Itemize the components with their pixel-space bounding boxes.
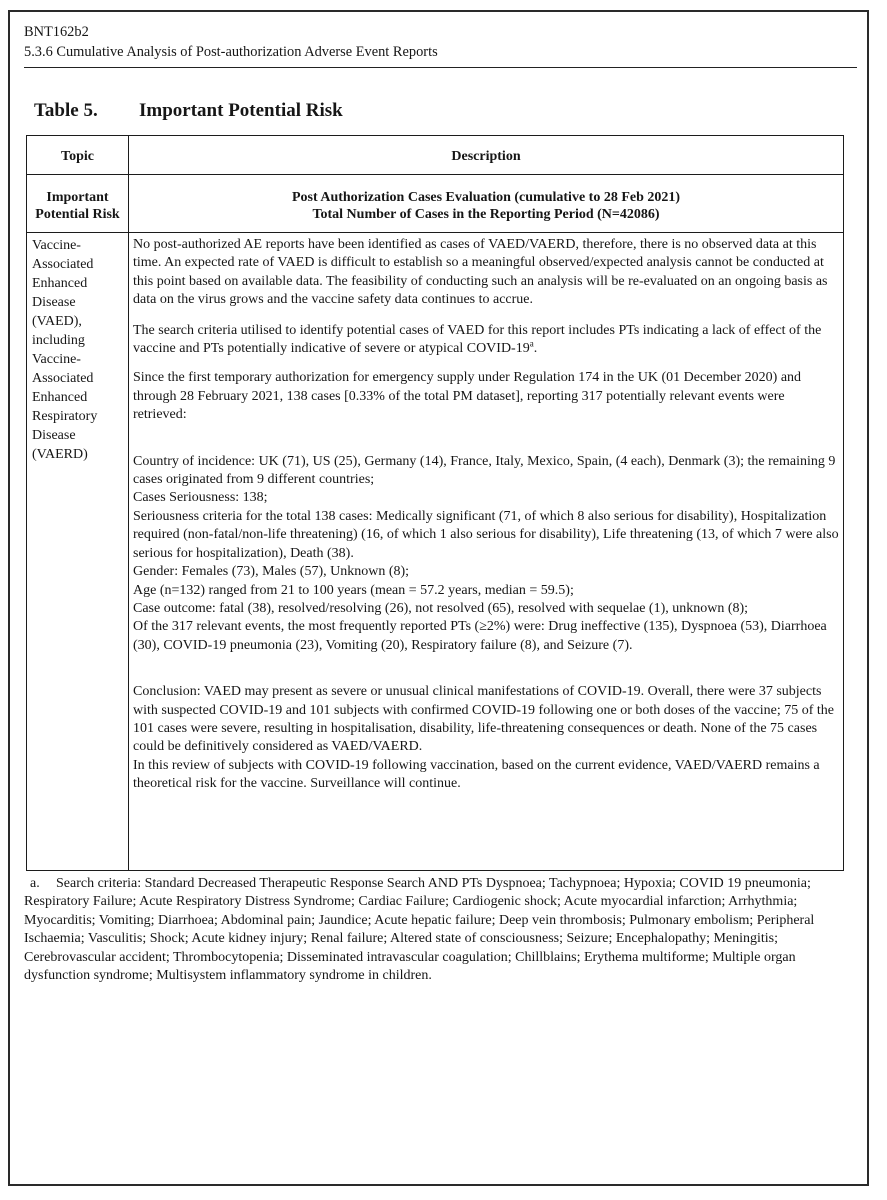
search-criteria-paragraph	[133, 322, 839, 359]
topic-line: including	[32, 333, 85, 348]
topic-line: Disease	[32, 295, 76, 310]
column-divider	[128, 136, 129, 870]
no-data-paragraph: No post-authorized AE reports have been identified as cases of VAED/VAERD, therefore, there is no observed data at this time. An expected rate of VAED is difficult to establish so a meaningful observed/expected analysis cannot be conducted at this point based on available data. The feasibility of conducting such an analysis will be re-evaluated on an ongoing basis as data on the virus grows and the vaccine safety data continues to accrue.	[133, 237, 828, 308]
topic-line: (VAED),	[32, 314, 82, 329]
row-header-important-potential-risk: Important Potential Risk	[35, 190, 120, 222]
retrieval-paragraph: Since the first temporary authorization for emergency supply under Regulation 174 in the UK (01 December 2020) and through 28 February 2021, 138 cases [0.33% of the total PM dataset], reporting 317 potentially relevant events were retrieved:	[133, 370, 802, 423]
footnote	[24, 875, 864, 985]
column-header-topic: Topic	[61, 149, 94, 164]
topic-line: Enhanced	[32, 276, 88, 291]
table-title	[34, 100, 343, 122]
footnote-text: Search criteria: Standard Decreased Therapeutic Response Search AND PTs Dyspnoea; Tachypnoea; Hypoxia; COVID 19 pneumonia; Respiratory Failure; Acute Respiratory Distress Syndrome; Cardiac Failure; Cardiogenic shock; Acute myocardial infarction; Arrhythmia; Myocarditis; Vomiting; Diarrhoea; Abdominal pain; Jaundice; Acute hepatic failure; Deep vein thrombosis; Pulmonary embolism; Peripheral Ischaemia; Vasculitis; Shock; Acute kidney injury; Renal failure; Altered state of consciousness; Seizure; Encephalopathy; Meningitis; Cerebrovascular accident; Thrombocytopenia; Disseminated intravascular coagulation; Chillblains; Erythema multiforme; Multiple organ dysfunction syndrome; Multisystem inflammatory syndrome in children.	[24, 876, 815, 984]
topic-line: (VAERD)	[32, 447, 88, 462]
topic-cell	[32, 236, 126, 464]
column-header-description: Description	[451, 149, 521, 164]
topic-line: Associated	[32, 371, 94, 386]
table-number: Table 5.	[34, 100, 98, 121]
footnote-label: a.	[30, 876, 40, 891]
footnote-ref: a	[529, 338, 534, 349]
search-criteria-end: .	[533, 341, 538, 357]
country-of-incidence: Country of incidence: UK (71), US (25), Germany (14), France, Italy, Mexico, Spain, (4 each), Denmark (3); the remaining 9 cases originated from 9 different countries;	[133, 453, 836, 488]
evaluation-total-cases: Total Number of Cases in the Reporting Period (N=42086)	[312, 207, 660, 222]
topic-line: Associated	[32, 257, 94, 272]
topic-line: Enhanced	[32, 390, 88, 405]
review-paragraph: In this review of subjects with COVID-19 following vaccination, based on the current evidence, VAED/VAERD remains a theoretical risk for the vaccine. Surveillance will continue.	[133, 757, 820, 792]
section-title: 5.3.6 Cumulative Analysis of Post-authorization Adverse Event Reports	[24, 44, 438, 60]
cases-seriousness: Cases Seriousness: 138;	[133, 490, 268, 506]
case-outcome: Case outcome: fatal (38), resolved/resolving (26), not resolved (65), resolved with sequelae (1), unknown (8);	[133, 600, 749, 616]
header-divider	[24, 67, 857, 68]
product-name: BNT162b2	[24, 24, 89, 40]
row-header-evaluation	[129, 189, 843, 223]
topic-line: Vaccine-	[32, 352, 81, 367]
topic-line: Respiratory	[32, 409, 98, 424]
topic-line: Disease	[32, 428, 76, 443]
age-range: Age (n=132) ranged from 21 to 100 years (mean = 57.2 years, median = 59.5);	[133, 582, 574, 598]
conclusion-paragraph: Conclusion: VAED may present as severe or unusual clinical manifestations of COVID-19. Overall, there were 37 subjects with suspected COVID-19 and 101 subjects with confirmed COVID-19 following one or both doses of the vaccine; 75 of the 101 cases were severe, resulting in hospitalisation, disability, life-threatening consequences or death. None of the 75 cases could be definitively considered as VAED/VAERD.	[133, 684, 835, 755]
frequent-pts: Of the 317 relevant events, the most frequently reported PTs (≥2%) were: Drug ineffective (135), Dyspnoea (53), Diarrhoea (30), COVID-19 pneumonia (23), Vomiting (20), Respiratory failure (8), and Seizure (7).	[133, 619, 827, 653]
topic-line: Vaccine-	[32, 238, 81, 253]
gender-breakdown: Gender: Females (73), Males (57), Unknown (8);	[133, 564, 410, 580]
evaluation-title: Post Authorization Cases Evaluation (cumulative to 28 Feb 2021)	[291, 190, 681, 205]
table-name: Important Potential Risk	[139, 100, 343, 121]
row-divider	[27, 174, 843, 175]
row-divider	[27, 232, 843, 233]
search-criteria-text: The search criteria utilised to identify potential cases of VAED for this report includes PTs indicating a lack of effect of the vaccine and PTs potentially indicative of severe or atypical COVID-19	[133, 322, 822, 357]
document-page	[8, 10, 869, 1186]
description-cell	[133, 236, 839, 794]
document-header	[24, 22, 438, 62]
risk-table	[26, 135, 844, 871]
seriousness-criteria: Seriousness criteria for the total 138 cases: Medically significant (71, of which 8 also serious for disability), Hospitalization required (non-fatal/non-life threatening) (16, of which 1 also serious for disability), Life threatening (13, of which 7 were also serious for hospitalization), Death (38).	[133, 508, 839, 561]
